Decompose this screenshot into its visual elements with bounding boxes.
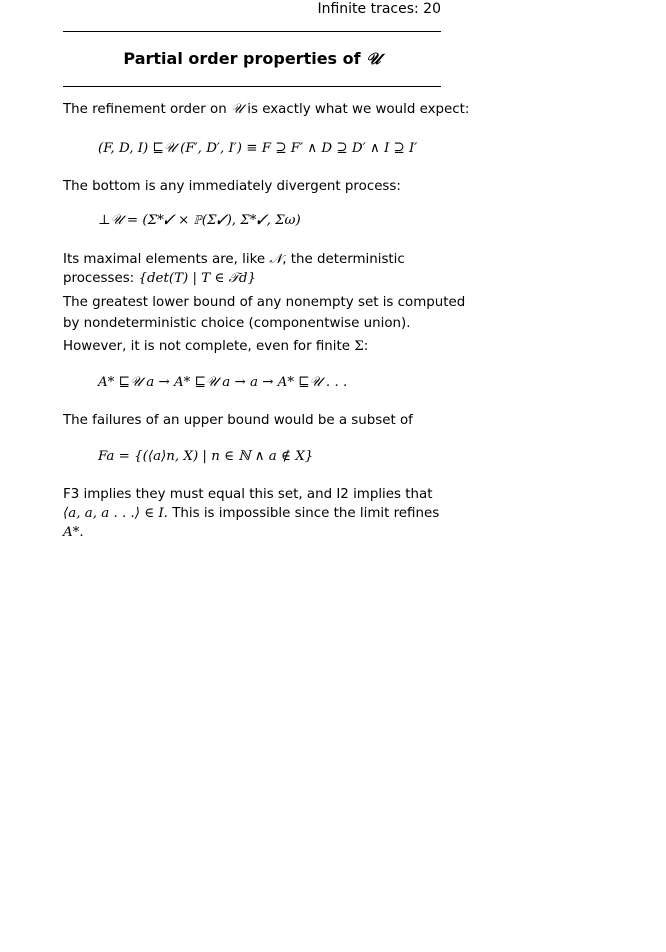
p7-line2-after: This is impossible since the limit refines <box>167 506 440 521</box>
p2-text: The bottom is any immediately divergent process: <box>63 179 401 194</box>
paragraph-maximal-line2 <box>63 269 448 288</box>
eq1-text: (F, D, I) ⊑𝒰 (F′, D′, I′) ≡ F ⊇ F′ ∧ D ⊇ D′ ∧ I ⊇ I′ <box>98 141 418 156</box>
paragraph-bottom <box>63 177 448 196</box>
p4-line2: by nondeterministic choice (componentwise union). <box>63 316 411 331</box>
p7-line3-math: A*. <box>63 525 84 540</box>
eq4-text: Fa = {(⟨a⟩n, X) | n ∈ ℕ ∧ a ∉ X} <box>98 449 314 464</box>
paragraph-not-complete <box>63 337 448 356</box>
paragraph-maximal-line1 <box>63 250 448 269</box>
p3-math: {det(T) | T ∈ 𝒯d} <box>138 271 256 286</box>
page-header <box>63 0 441 18</box>
paragraph-failures <box>63 411 448 430</box>
paragraph-refinement <box>63 100 470 119</box>
p1-text-before: The refinement order on <box>63 102 231 117</box>
paragraph-conclusion-line1 <box>63 485 448 504</box>
paragraph-glb-line2 <box>63 314 448 333</box>
p5-after: : <box>363 339 369 354</box>
p3-line1-before: Its maximal elements are, like <box>63 252 270 267</box>
equation-bottom <box>98 212 301 230</box>
equation-refinement <box>98 140 417 158</box>
top-rule <box>63 31 441 32</box>
paragraph-conclusion-line3 <box>63 523 448 542</box>
slide-title <box>63 49 441 69</box>
paragraph-glb-line1 <box>63 293 466 312</box>
p3-line2-before: processes: <box>63 271 139 286</box>
equation-failures <box>98 448 313 466</box>
p4-line1: The greatest lower bound of any nonempty set is computed <box>63 295 466 310</box>
p6-text: The failures of an upper bound would be a subset of <box>63 413 413 428</box>
p1-symbol: 𝒰 <box>230 102 244 117</box>
paragraph-conclusion-line2 <box>63 504 448 523</box>
p5-symbol: Σ <box>354 339 364 354</box>
p3-symbol: 𝒩 <box>269 252 283 267</box>
header-text: Infinite traces: 20 <box>317 1 441 17</box>
eq3-text: A* ⊑𝒰 a → A* ⊑𝒰 a → a → A* ⊑𝒰 . . . <box>98 375 348 390</box>
eq2-text: ⊥𝒰 = (Σ*✓ × ℙ(Σ✓), Σ*✓, Σω) <box>98 213 301 228</box>
p7-line2-math: ⟨a, a, a . . .⟩ ∈ I. <box>63 506 168 521</box>
title-text: Partial order properties of <box>123 49 367 68</box>
bottom-rule <box>63 86 441 87</box>
equation-chain <box>98 374 347 392</box>
p1-text-after: is exactly what we would expect: <box>243 102 470 117</box>
p3-line1-after: , the deterministic <box>282 252 405 267</box>
p7-line1: F3 implies they must equal this set, and I2 implies that <box>63 487 433 502</box>
p5-before: However, it is not complete, even for finite <box>63 339 355 354</box>
title-symbol: 𝒰 <box>366 49 381 68</box>
